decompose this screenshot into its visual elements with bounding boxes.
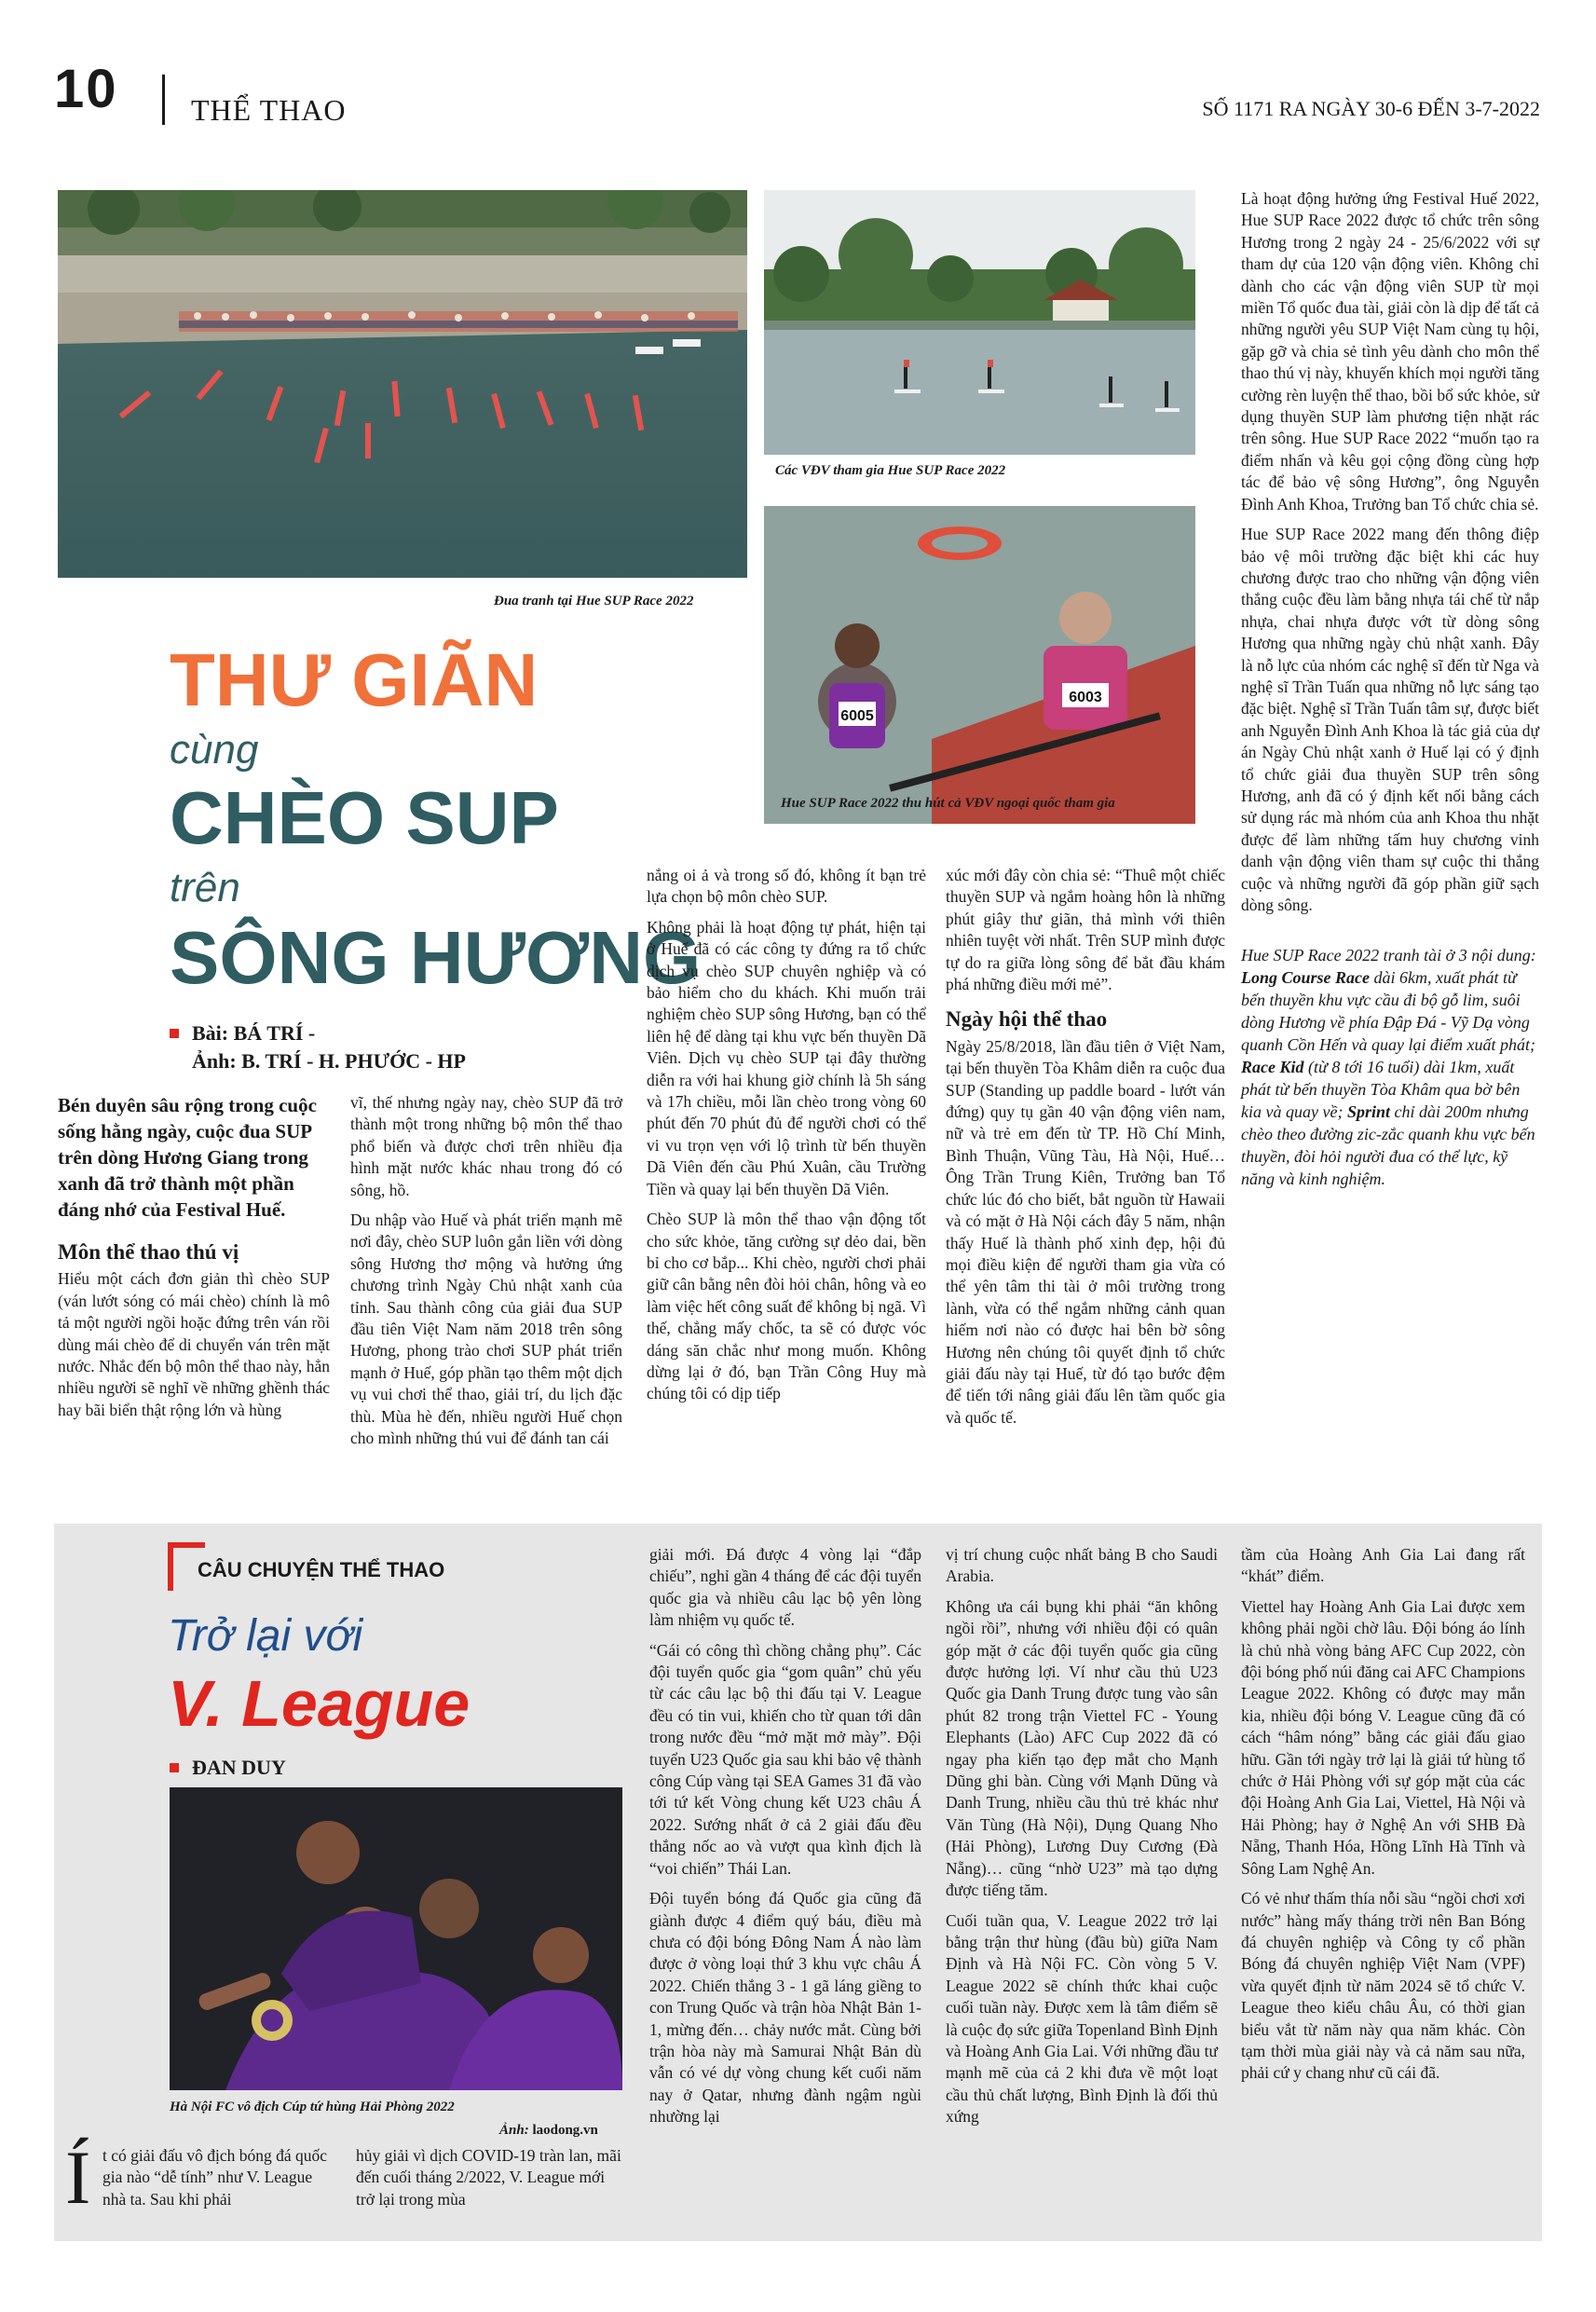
story-c3p2: “Gái có công thì chồng chẳng phụ”. Các đội tuyển quốc gia “gom quân” chủ yếu từ các câu lạc bộ thi đấu tại V. League đều có tin vui, khiến cho từ quan tới dân trong nước đều “mở mặt mở mày”. Đội tuyển U23 Quốc gia sau khi bảo vệ thành công Cúp vàng tại SEA Games 31 đã vào tới tứ kết Vòng chung kết U23 châu Á 2022. Sướng nhất ở cả 2 giải đấu đều thắng nốc ao và vượt qua kình địch là “voi chiến” Thái Lan. [649, 1640, 921, 1878]
note-a: Hue SUP Race 2022 tranh tài ở 3 nội dung: [1241, 946, 1536, 965]
article-note [1241, 944, 1539, 1190]
article-col5 [1241, 188, 1539, 1198]
article-c2p1: vĩ, thế nhưng ngày nay, chèo SUP đã trở thành một trong những bộ môn thể thao phổ biến và được chơi trên nhiều địa hình mặt nước khác nhau trong đó có sông, hồ. [350, 1093, 622, 1199]
subhead-mon-the-thao: Môn thể thao thú vị [58, 1240, 239, 1264]
story-c1p1: t có giải đấu vô địch bóng đá quốc gia nào “dễ tính” như V. League nhà ta. Sau khi phải [102, 2146, 328, 2209]
story-col1 [102, 2145, 330, 2219]
article-c3p3: Chèo SUP là môn thể thao vận động tốt cho sức khỏe, tăng cường sự dẻo dai, bền bỉ cho cơ bắp... Khi chèo, người chơi phải giữ cân bằng nên đòi hỏi chân, hông và eo làm việc hết công suất để không bị ngã. Vì thế, chẳng mấy chốc, ta sẽ có được vóc dáng săn chắc như mong muốn. Không dừng lại ở đó, bạn Trần Công Huy mà chúng tôi có dịp tiếp [647, 1210, 926, 1403]
article-c4p2: Ngày 25/8/2018, lần đầu tiên ở Việt Nam, tại bến thuyền Tòa Khâm diễn ra cuộc đua SUP (Standing up paddle board - lướt ván đứng) quy tụ gần 40 vận động viên nam, nữ và trẻ em đến từ TP. Hồ Chí Minh, Bình Thuận, Vũng Tàu, Hà Nội, Huế… Ông Trần Trung Kiên, Trưởng ban Tổ chức lúc đó cho biết, bắt nguồn từ Hawaii và có mặt ở Hà Nội cách đây 5 năm, nhận thấy Huế là thành phố xinh đẹp, hội đủ mọi điều kiện để người tham gia vừa có thể yên tâm thi tài ở môi trường trong lành, vừa có thể ngắm những cảnh quan hiếm nơi nào có được hai bên bờ sông Hương nên chúng tôi quyết định tổ chức giải đấu này tại Huế, từ đó tạo bước đệm để tiến tới nâng giải đấu lên tầm quốc gia và quốc tế. [946, 1036, 1225, 1427]
story-col2 [356, 2145, 624, 2219]
article-title-line1: THƯ GIÃN [170, 638, 539, 721]
caption-athletes: Các VĐV tham gia Hue SUP Race 2022 [775, 463, 1006, 478]
article-c3p2: Không phải là hoạt động tự phát, hiện tại ở Huế đã có các công ty đứng ra tổ chức dịch vụ chèo SUP chuyên nghiệp và có bảo hiểm cho du khách. Khi muốn trải nghiệm chèo SUP sông Hương, bạn có thể liên hệ để dàng tại khu vực bến thuyền Dã Viên. Dịch vụ chèo SUP tại đây thường diễn ra với hai khung giờ chính là 5h sáng và 17h chiều, mỗi lần chèo trong vòng 60 phút đến 70 phút đủ để người chơi có thể vi vu trọn vẹn với lộ trình từ bến thuyền Dã Viên đến cầu Phú Xuân, cầu Trường Tiền và quay lại bến thuyền Dã Viên. [647, 917, 926, 1198]
article-col2 [350, 1092, 622, 1458]
article-c5p1: Là hoạt động hưởng ứng Festival Huế 2022, Hue SUP Race 2022 được tổ chức trên sông Hương trong 2 ngày 24 - 25/6/2022 với sự tham dự của 120 vận động viên. Không chỉ dành cho các vận động viên SUP từ mọi miền Tổ quốc đua tài, giải còn là dịp để tất cả những người yêu SUP Việt Nam cùng tụ hội, gặp gỡ và chia sẻ tình yêu dành cho môn thể thao thú vị này, khuyến khích mọi người tăng cường rèn luyện thể thao, bồi bổ sức khỏe, sử dụng thuyền SUP làm phương tiện nhặt rác trên sông. Hue SUP Race 2022 “muốn tạo ra điểm nhấn và kêu gọi cộng đồng cùng hợp tác để bảo vệ sông Hương”, ông Nguyễn Đình Anh Khoa, Trưởng ban Tổ chức chia sẻ. [1241, 189, 1539, 513]
story-author: ĐAN DUY [192, 1756, 286, 1779]
photo-hanoi [170, 1787, 622, 2090]
article-col3 [647, 865, 926, 1414]
article-col1 [58, 1092, 330, 1430]
issue-info: SỐ 1171 RA NGÀY 30-6 ĐẾN 3-7-2022 [1202, 97, 1540, 120]
story-c3p1: giải mới. Đá được 4 vòng lại “đắp chiếu”, nghỉ gần 4 tháng để các đội tuyển quốc gia và nhiều câu lạc bộ yên lòng làm nhiệm vụ quốc tế. [649, 1545, 921, 1630]
header-divider [162, 75, 165, 125]
subhead-ngay-hoi: Ngày hội thể thao [946, 1007, 1108, 1032]
note-d: Race Kid [1241, 1058, 1304, 1077]
story-title2: V. League [168, 1667, 471, 1740]
story-c5p2: Viettel hay Hoàng Anh Gia Lai được xem không phải ngồi chờ lâu. Đội bóng áo lính là chủ nhà vòng bảng AFC Cup 2022, còn đội bóng phố núi đăng cai AFC Champions League 2022. Không có được may mắn kia, nhiều đội bóng V. League cũng đã có cách “hâm nóng” bằng các giải đấu giao hữu. Gần tới ngày trở lại là giải tứ hùng tổ chức ở Hải Phòng với sự góp mặt của các đội Hoàng Anh Gia Lai, Viettel, Hà Nội và Hải Phòng; hay ở Nghệ An với SHB Đà Nẵng, Thanh Hóa, Hồng Lĩnh Hà Tĩnh và Sông Lam Nghệ An. [1241, 1596, 1525, 1878]
story-c4p3: Cuối tuần qua, V. League 2022 trở lại bằng trận thư hùng (đầu bù) giữa Nam Định và Hà Nội FC. Còn vòng 5 V. League 2022 sẽ chính thức khai cuộc cuối tuần này. Được xem là tâm điểm sẽ là cuộc đọ sức giữa Topenland Bình Định và Hoàng Anh Gia Lai. Với những đầu tư mạnh mẽ của cả 2 khi đưa về một loạt cầu thủ chất lượng, Bình Định là đối thủ xứng [946, 1910, 1218, 2127]
story-section: CÂU CHUYỆN THỂ THAO [198, 1558, 445, 1581]
byline-marker [170, 1029, 179, 1038]
story-c5p1: tầm của Hoàng Anh Gia Lai đang rất “khát” điểm. [1241, 1545, 1525, 1586]
story-c5p3: Có vẻ như thấm thía nỗi sầu “ngồi chơi xơi nước” hàng mấy tháng trời nên Ban Bóng đá chuyên nghiệp và Công ty cổ phần Bóng đá chuyên nghiệp Việt Nam (VPF) vừa quyết định từ năm 2024 sẽ tổ chức V. League theo kiểu châu Âu, có thời gian biểu vắt từ năm này qua năm khác. Còn tạm thời mùa giải này và cả năm sau nữa, phải cứ y chang như cũ cái đã. [1241, 1889, 1525, 2083]
hanoi-illustration [170, 1787, 622, 2090]
caption-race: Đua tranh tại Hue SUP Race 2022 [494, 594, 694, 609]
byline-photo: Ảnh: B. TRÍ - H. PHƯỚC - HP [192, 1049, 466, 1073]
photo-athletes [764, 190, 1195, 455]
story-c4p2: Không ưa cái bụng khi phải “ăn không ngồi rồi”, nhưng với nhiều đội có quân góp mặt ở các đội tuyển quốc gia cũng được hưởng lợi. Ví như cầu thủ U23 Quốc gia Danh Trung được tung vào sân phút 82 trong trận Viettel FC - Young Elephants (Lào) AFC Cup 2022 đã có ngay pha kiến tạo đẹp mắt cho Mạnh Dũng ghi bàn. Cùng với Mạnh Dũng và Danh Trung, nhiều cầu thủ trẻ khác như Văn Tùng (Hà Nội), Dụng Quang Nho (Hải Phòng), Lương Duy Cương (Đà Nẵng)… cũng “nhờ U23” mà tạo dựng được tiếng tăm. [946, 1596, 1218, 1900]
article-byline [170, 1019, 466, 1075]
story-title1: Trở lại với [168, 1611, 363, 1661]
photo-foreign [764, 506, 1195, 824]
article-c3p1: nắng oi ả và trong số đó, không ít bạn trẻ lựa chọn bộ môn chèo SUP. [647, 866, 926, 907]
note-e: (từ 8 tới 16 tuổi) dài 1km, xuất phát từ bến thuyền Tòa Khâm qua bờ bên kia và quay về; [1241, 1058, 1521, 1122]
article-title-line4: trên [170, 865, 240, 910]
athletes-illustration [764, 190, 1195, 455]
article-title-line3: CHÈO SUP [170, 776, 559, 859]
note-c: dài 6km, xuất phát từ bến thuyền khu vực cầu đi bộ gỗ lim, suôi dòng Hương về phía Đập Đá - Vỹ Dạ vòng quanh Cồn Hến và quay lại điểm xuất phát; [1241, 968, 1535, 1055]
credit-label: Ảnh: [499, 2123, 529, 2138]
race-illustration [58, 190, 747, 578]
note-f: Sprint [1346, 1102, 1390, 1122]
caption-foreign: Hue SUP Race 2022 thu hút cả VĐV ngoại quốc tham gia [781, 796, 1115, 811]
story-c2p1: hủy giải vì dịch COVID-19 tràn lan, mãi đến cuối tháng 2/2022, V. League mới trở lại trong mùa [356, 2146, 621, 2209]
foreign-illustration [764, 506, 1195, 824]
story-dropcap: Í [65, 2135, 91, 2220]
note-g: chỉ dài 200m nhưng chèo theo đường zic-zắc quanh khu vực bến thuyền, đòi hỏi người đua có thể lực, kỹ năng và kinh nghiệm. [1241, 1102, 1535, 1189]
story-byline-marker [170, 1763, 179, 1772]
article-col4 [946, 865, 1225, 1437]
caption-hanoi: Hà Nội FC vô địch Cúp tứ hùng Hải Phòng 2022 [170, 2100, 455, 2114]
note-b: Long Course Race [1241, 968, 1371, 988]
story-col4 [946, 1544, 1218, 2137]
article-c2p2: Du nhập vào Huế và phát triển mạnh mẽ nơi đây, chèo SUP luôn gắn liền với dòng sông Hương thơ mộng và hưởng ứng chương trình Ngày Chủ nhật xanh của tỉnh. Sau thành công của giải đua SUP đầu tiên Việt Nam năm 2018 trên sông Hương, phong trào chơi SUP phát triển mạnh ở Huế, góp phần tạo thêm một dịch vụ vui chơi thể thao, giải trí, du lịch đặc thù. Mùa hè đến, nhiều người Huế chọn cho mình những thú vui để đánh tan cái [350, 1211, 622, 1448]
article-title-line5: SÔNG HƯƠNG [170, 916, 702, 999]
story-col5 [1241, 1544, 1525, 2093]
story-byline [170, 1756, 286, 1780]
article-c4p1: xúc mới đây còn chia sẻ: “Thuê một chiếc thuyền SUP và ngắm hoàng hôn là những phút giây thư giãn, thả mình với thiên nhiên tuyệt vời nhất. Trên SUP mình được tự do ra giữa lòng sông để bắt đầu khám phá những điều mới mẻ”. [946, 866, 1225, 994]
article-c1p1: Hiểu một cách đơn giản thì chèo SUP (ván lướt sóng có mái chèo) chính là mô tả một người ngồi hoặc đứng trên ván rồi dùng mái chèo để di chuyển ván trên mặt nước. Nhắc đến bộ môn thể thao này, hẳn nhiều người sẽ nghĩ về những ghềnh thác hay bãi biển thật rộng lớn và hùng [58, 1269, 330, 1419]
article-title-line2: cùng [170, 727, 259, 773]
article-lead: Bén duyên sâu rộng trong cuộc sống hằng ngày, cuộc đua SUP trên dòng Hương Giang trong xanh đã trở thành một phần đáng nhớ của Festival Huế. [58, 1094, 317, 1221]
photo-race [58, 190, 747, 578]
page-number: 10 [54, 59, 118, 119]
byline-author: Bài: BÁ TRÍ - [192, 1021, 316, 1045]
story-c3p3: Đội tuyển bóng đá Quốc gia cũng đã giành được 4 điểm quý báu, điều mà chưa có đội bóng Đông Nam Á nào làm được ở vòng loại thứ 3 khu vực châu Á 2022. Chiến thắng 3 - 1 gã láng giềng to con Trung Quốc và trận hòa Nhật Bản 1-1, mừng đến… chảy nước mắt. Cùng bởi trận hòa này mà Samurai Nhật Bản dù vẫn có vé dự vòng chung kết cuối năm nay ở Qatar, nhưng đành ngậm ngùi nhường lại [649, 1889, 921, 2127]
bib-6005: 6005 [840, 708, 874, 724]
credit-hanoi [499, 2123, 598, 2139]
story-col3 [649, 1544, 921, 2137]
bib-6003: 6003 [1069, 690, 1102, 705]
article-c5p2: Hue SUP Race 2022 mang đến thông điệp bảo vệ môi trường đặc biệt khi các huy chương được trao cho những vận động viên thắng cuộc đều làm bằng nhựa tái chế từ nắp nhựa, chai nhựa được vớt từ dòng sông Hương qua những ngày chủ nhật xanh. Đây là nỗ lực của nhóm các nghệ sĩ đến từ Nga và nghệ sĩ Trần Tuấn qua những nỗ lực sáng tạo đặc biệt. Nghệ sĩ Trần Tuấn tâm sự, được biết anh Nguyễn Đình Anh Khoa là tác giả của dự án Ngày Chủ nhật xanh ở Huế lại có ý định tổ chức giải đua thuyền SUP trên sông Hương, anh đã có ý định kết nối bằng cách sử dụng rác mà nhóm của anh Khoa thu nhặt được để làm những tấm huy chương vinh danh vận động viên tham sự cuộc thi thắng cuộc và những người đã góp phần giữ sạch dòng sông. [1241, 525, 1539, 914]
section-title: THỂ THAO [191, 93, 347, 127]
story-c4p1: vị trí chung cuộc nhất bảng B cho Saudi Arabia. [946, 1545, 1218, 1586]
credit-source: laodong.vn [532, 2123, 598, 2138]
